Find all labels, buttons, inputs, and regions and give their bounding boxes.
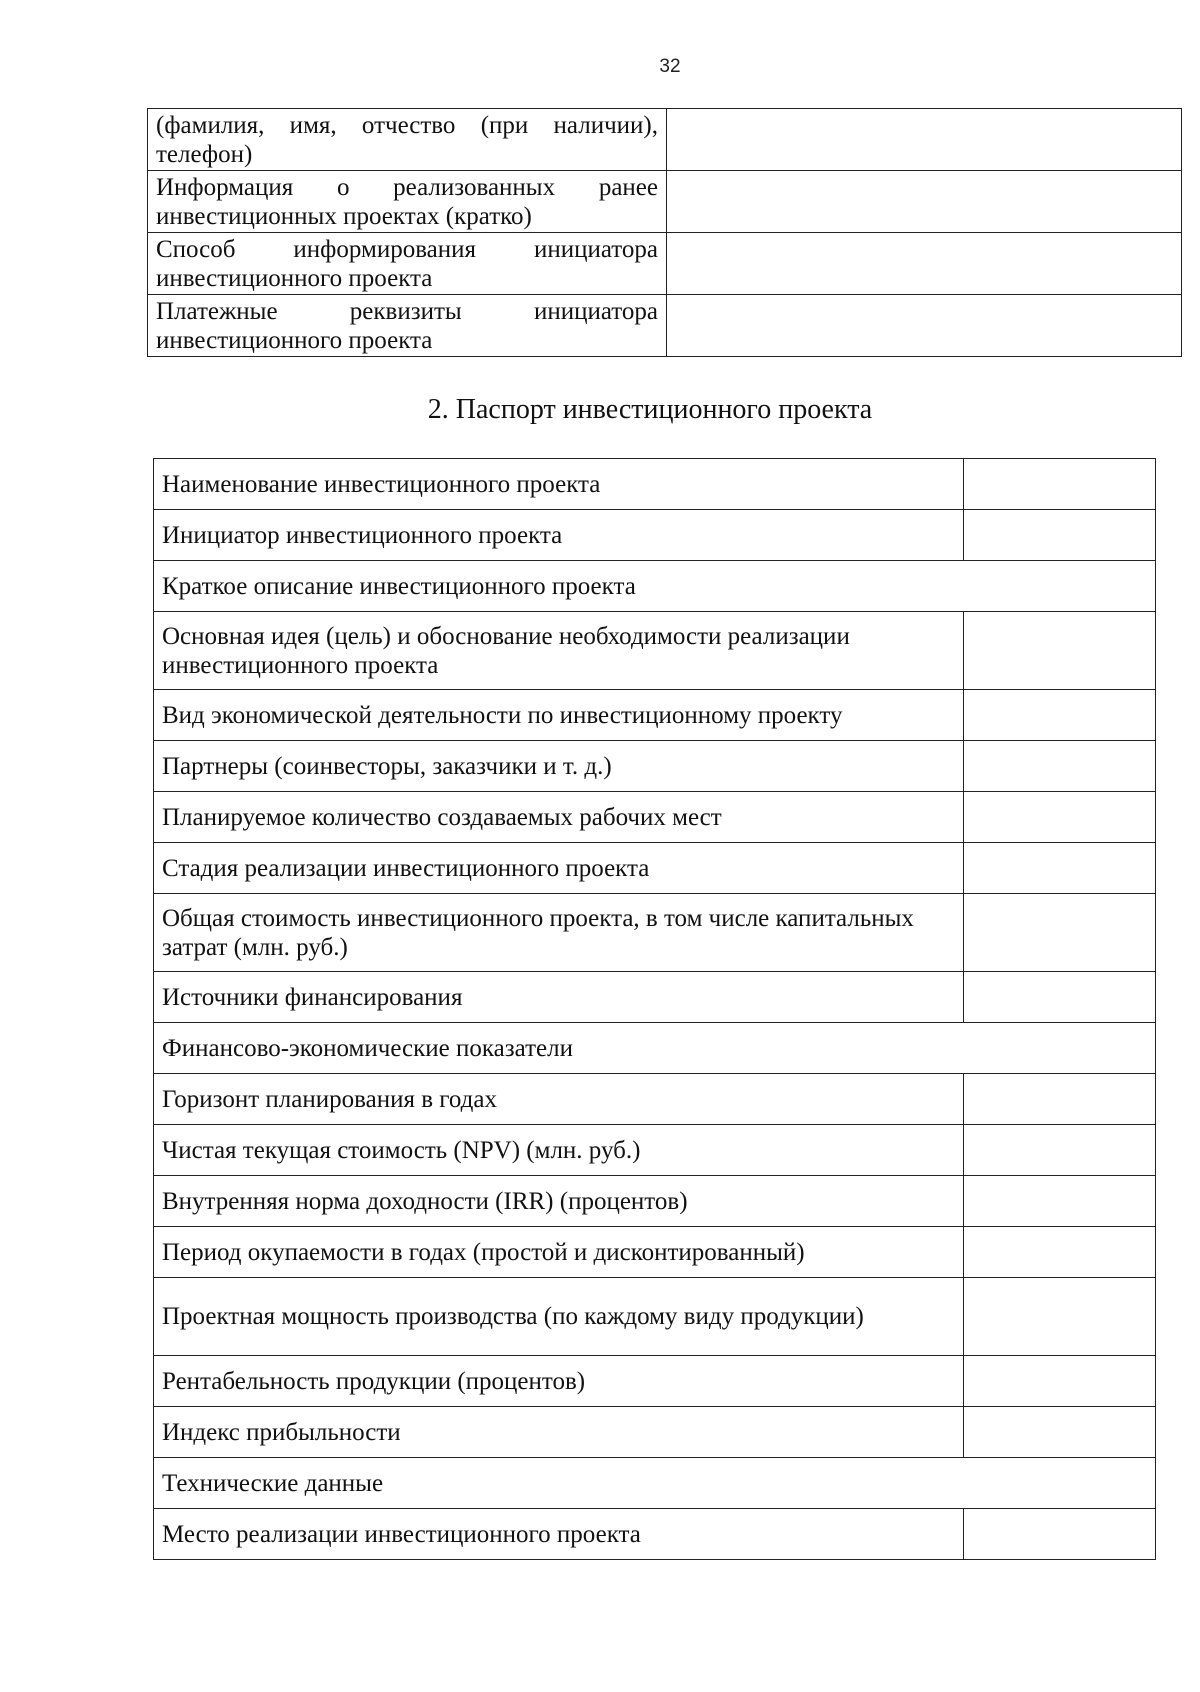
page-number: 32 — [659, 56, 681, 77]
value-cell[interactable] — [964, 792, 1156, 843]
label-line: Платежные реквизиты инициатора — [156, 297, 658, 325]
row-label: Период окупаемости в годах (простой и дисконтированный) — [154, 1227, 964, 1278]
value-cell[interactable] — [964, 1125, 1156, 1176]
value-cell[interactable] — [964, 972, 1156, 1023]
row-label: Горизонт планирования в годах — [154, 1074, 964, 1125]
row-label: Общая стоимость инвестиционного проекта, в том числе капитальных затрат (млн. руб.) — [154, 894, 964, 972]
row-label: Внутренняя норма доходности (IRR) (процентов) — [154, 1176, 964, 1227]
table-row — [154, 843, 1156, 894]
row-label: Партнеры (соинвесторы, заказчики и т. д.) — [154, 741, 964, 792]
value-cell[interactable] — [964, 843, 1156, 894]
row-label — [148, 109, 667, 171]
section-row-label: Краткое описание инвестиционного проекта — [154, 561, 1156, 612]
table-row — [148, 109, 1182, 171]
table-row — [154, 894, 1156, 972]
value-cell[interactable] — [964, 510, 1156, 561]
table-row — [148, 295, 1182, 357]
table-row — [148, 233, 1182, 295]
table-row — [154, 561, 1156, 612]
value-cell[interactable] — [964, 1356, 1156, 1407]
row-label — [148, 233, 667, 295]
section-row-label: Технические данные — [154, 1458, 1156, 1509]
row-label: Источники финансирования — [154, 972, 964, 1023]
row-label: Планируемое количество создаваемых рабочих мест — [154, 792, 964, 843]
table-row — [154, 612, 1156, 690]
row-label: Проектная мощность производства (по каждому виду продукции) — [154, 1278, 964, 1356]
label-line: телефон) — [156, 140, 253, 168]
section-row-label: Финансово-экономические показатели — [154, 1023, 1156, 1074]
row-label: Основная идея (цель) и обоснование необходимости реализации инвестиционного проекта — [154, 612, 964, 690]
table-row — [154, 510, 1156, 561]
label-line: Информация о реализованных ранее — [156, 173, 658, 201]
value-cell[interactable] — [964, 741, 1156, 792]
value-cell[interactable] — [667, 171, 1182, 233]
table-row — [154, 1278, 1156, 1356]
row-label: Стадия реализации инвестиционного проекта — [154, 843, 964, 894]
label-line: инвестиционного проекта — [156, 326, 433, 354]
value-cell[interactable] — [667, 295, 1182, 357]
row-label: Наименование инвестиционного проекта — [154, 459, 964, 510]
value-cell[interactable] — [964, 612, 1156, 690]
table-row — [154, 1125, 1156, 1176]
value-cell[interactable] — [964, 1509, 1156, 1560]
table-row — [154, 459, 1156, 510]
passport-table — [153, 458, 1156, 1560]
label-line: инвестиционных проектах (кратко) — [156, 202, 532, 230]
section-title: 2. Паспорт инвестиционного проекта — [427, 394, 873, 425]
row-label: Место реализации инвестиционного проекта — [154, 1509, 964, 1560]
row-label: Инициатор инвестиционного проекта — [154, 510, 964, 561]
value-cell[interactable] — [964, 1176, 1156, 1227]
value-cell[interactable] — [964, 690, 1156, 741]
table-row — [154, 1176, 1156, 1227]
table-row — [154, 690, 1156, 741]
table-row — [154, 1023, 1156, 1074]
table-row — [154, 1227, 1156, 1278]
initiator-info-table — [147, 108, 1182, 357]
table-row — [154, 1458, 1156, 1509]
value-cell[interactable] — [964, 459, 1156, 510]
value-cell[interactable] — [667, 109, 1182, 171]
value-cell[interactable] — [667, 233, 1182, 295]
value-cell[interactable] — [964, 1074, 1156, 1125]
table-row — [154, 1407, 1156, 1458]
row-label — [148, 295, 667, 357]
table-row — [154, 972, 1156, 1023]
table-row — [154, 792, 1156, 843]
value-cell[interactable] — [964, 1407, 1156, 1458]
table-row — [154, 1509, 1156, 1560]
value-cell[interactable] — [964, 1227, 1156, 1278]
table-row — [154, 1356, 1156, 1407]
row-label: Индекс прибыльности — [154, 1407, 964, 1458]
row-label — [148, 171, 667, 233]
table-row — [148, 171, 1182, 233]
row-label: Вид экономической деятельности по инвестиционному проекту — [154, 690, 964, 741]
row-label: Рентабельность продукции (процентов) — [154, 1356, 964, 1407]
label-line: инвестиционного проекта — [156, 264, 433, 292]
value-cell[interactable] — [964, 894, 1156, 972]
value-cell[interactable] — [964, 1278, 1156, 1356]
table-row — [154, 741, 1156, 792]
table-row — [154, 1074, 1156, 1125]
label-line: (фамилия, имя, отчество (при наличии), — [156, 111, 658, 139]
row-label: Чистая текущая стоимость (NPV) (млн. руб.) — [154, 1125, 964, 1176]
label-line: Способ информирования инициатора — [156, 235, 658, 263]
